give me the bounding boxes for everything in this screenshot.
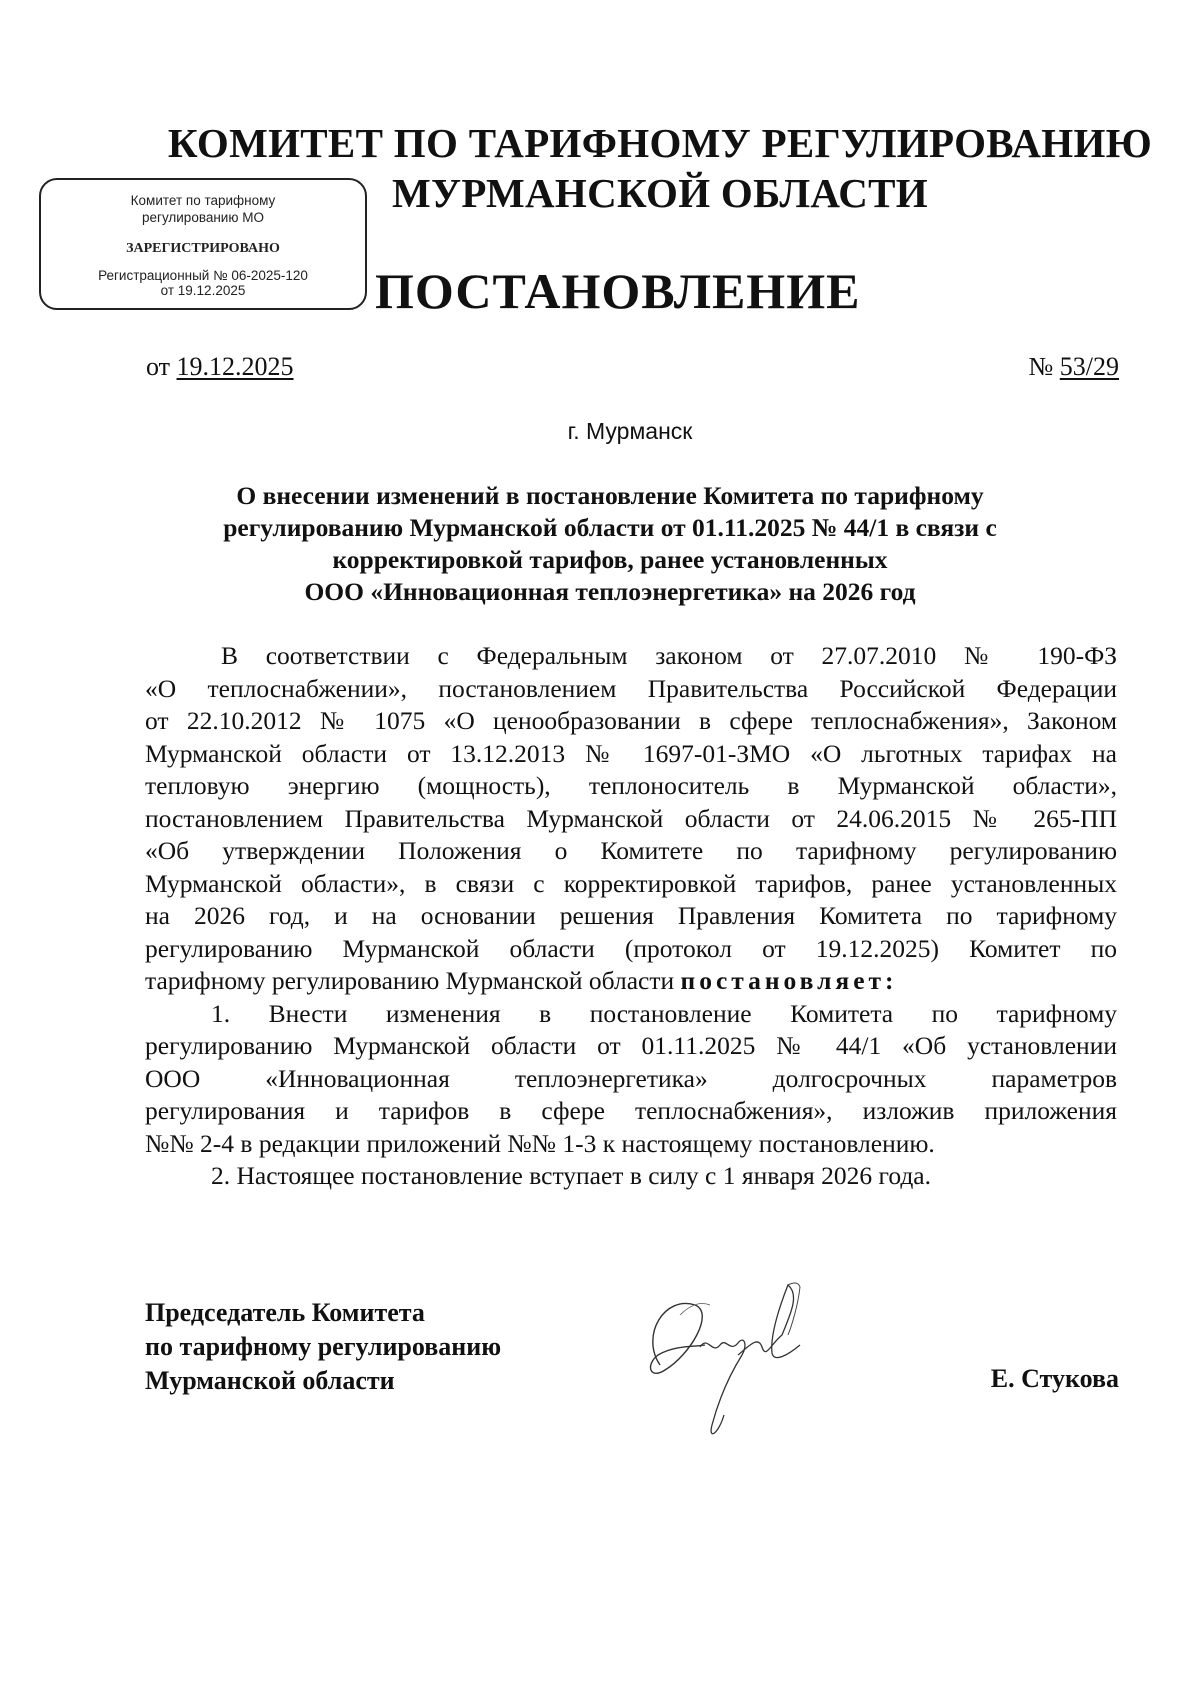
org-title-line-2: МУРМАНСКОЙ ОБЛАСТИ — [392, 170, 928, 216]
document-date — [146, 352, 294, 382]
subject-line: регулированию Мурманской области от 01.11.2025 № 44/1 в связи с — [223, 513, 997, 542]
body-line: тепловую энергию (мощность), теплоноситель в Мурманской области», — [145, 771, 1117, 800]
stamp-org: Комитет по тарифному регулированию МО — [130, 193, 276, 225]
subject-line: О внесении изменений в постановление Комитета по тарифному — [236, 481, 984, 510]
document-body — [145, 640, 1117, 1193]
document-type: ПОСТАНОВЛЕНИЕ — [375, 263, 861, 319]
body-line: «О теплоснабжении», постановлением Правительства Российской Федерации — [145, 673, 1117, 703]
stamp-date: от 19.12.2025 — [160, 283, 246, 298]
body-line: на 2026 год, и на основании решения Правления Комитета по тарифному — [145, 901, 1117, 930]
item-2: 2. Настоящее постановление вступает в силу с 1 января 2026 года. — [211, 1161, 932, 1190]
date-prefix: от — [146, 352, 171, 381]
handwritten-signature — [620, 1275, 850, 1455]
document-subject — [180, 480, 1040, 608]
body-line-text: тарифному регулированию Мурманской области — [145, 966, 675, 995]
decree-word: постановляет: — [680, 966, 898, 995]
signatory-name: Е. Стукова — [990, 1364, 1119, 1393]
body-line-decree — [145, 965, 1117, 998]
body-line: В соответствии с Федеральным законом от 27.07.2010 № 190-ФЗ — [221, 641, 1117, 670]
item-1-line-last: №№ 2-4 в редакции приложений №№ 1-3 к настоящему постановлению. — [145, 1128, 935, 1158]
signatory-title — [145, 1296, 501, 1398]
city: г. Мурманск — [567, 418, 693, 444]
document-number — [1028, 352, 1119, 382]
signatory-title-line: по тарифному регулированию — [145, 1332, 502, 1361]
subject-line: ООО «Инновационная теплоэнергетика» на 2026 год — [304, 577, 916, 606]
body-line: «Об утверждении Положения о Комитете по тарифному регулированию — [145, 836, 1117, 865]
number-value: 53/29 — [1059, 352, 1119, 381]
body-line: Мурманской области от 13.12.2013 № 1697-01-ЗМО «О льготных тарифах на — [145, 738, 1117, 768]
body-line: постановлением Правительства Мурманской области от 24.06.2015 № 265-ПП — [145, 803, 1117, 833]
org-title-line-1: КОМИТЕТ ПО ТАРИФНОМУ РЕГУЛИРОВАНИЮ — [167, 120, 1153, 166]
item-1-line: 1. Внести изменения в постановление Комитета по тарифному — [211, 998, 1117, 1028]
stamp-status: ЗАРЕГИСТРИРОВАНО — [126, 241, 280, 256]
item-1-line: регулирования и тарифов в сфере теплоснабжения», изложив приложения — [145, 1096, 1117, 1125]
item-1-line: регулированию Мурманской области от 01.11.2025 № 44/1 «Об установлении — [145, 1031, 1117, 1060]
signatory-title-line: Мурманской области — [145, 1366, 395, 1395]
number-prefix: № — [1028, 352, 1054, 381]
date-value: 19.12.2025 — [176, 352, 294, 381]
stamp-reg-number: Регистрационный № 06-2025-120 — [98, 268, 308, 283]
registration-stamp — [39, 178, 367, 310]
body-line: регулированию Мурманской области (протокол от 19.12.2025) Комитет по — [145, 933, 1117, 963]
subject-line: корректировкой тарифов, ранее установленных — [332, 545, 888, 574]
item-1-line: ООО «Инновационная теплоэнергетика» долгосрочных параметров — [145, 1063, 1117, 1093]
body-line: от 22.10.2012 № 1075 «О ценообразовании в сфере теплоснабжения», Законом — [145, 706, 1117, 735]
body-line: Мурманской области», в связи с корректировкой тарифов, ранее установленных — [145, 868, 1117, 898]
signatory-title-line: Председатель Комитета — [145, 1298, 425, 1327]
